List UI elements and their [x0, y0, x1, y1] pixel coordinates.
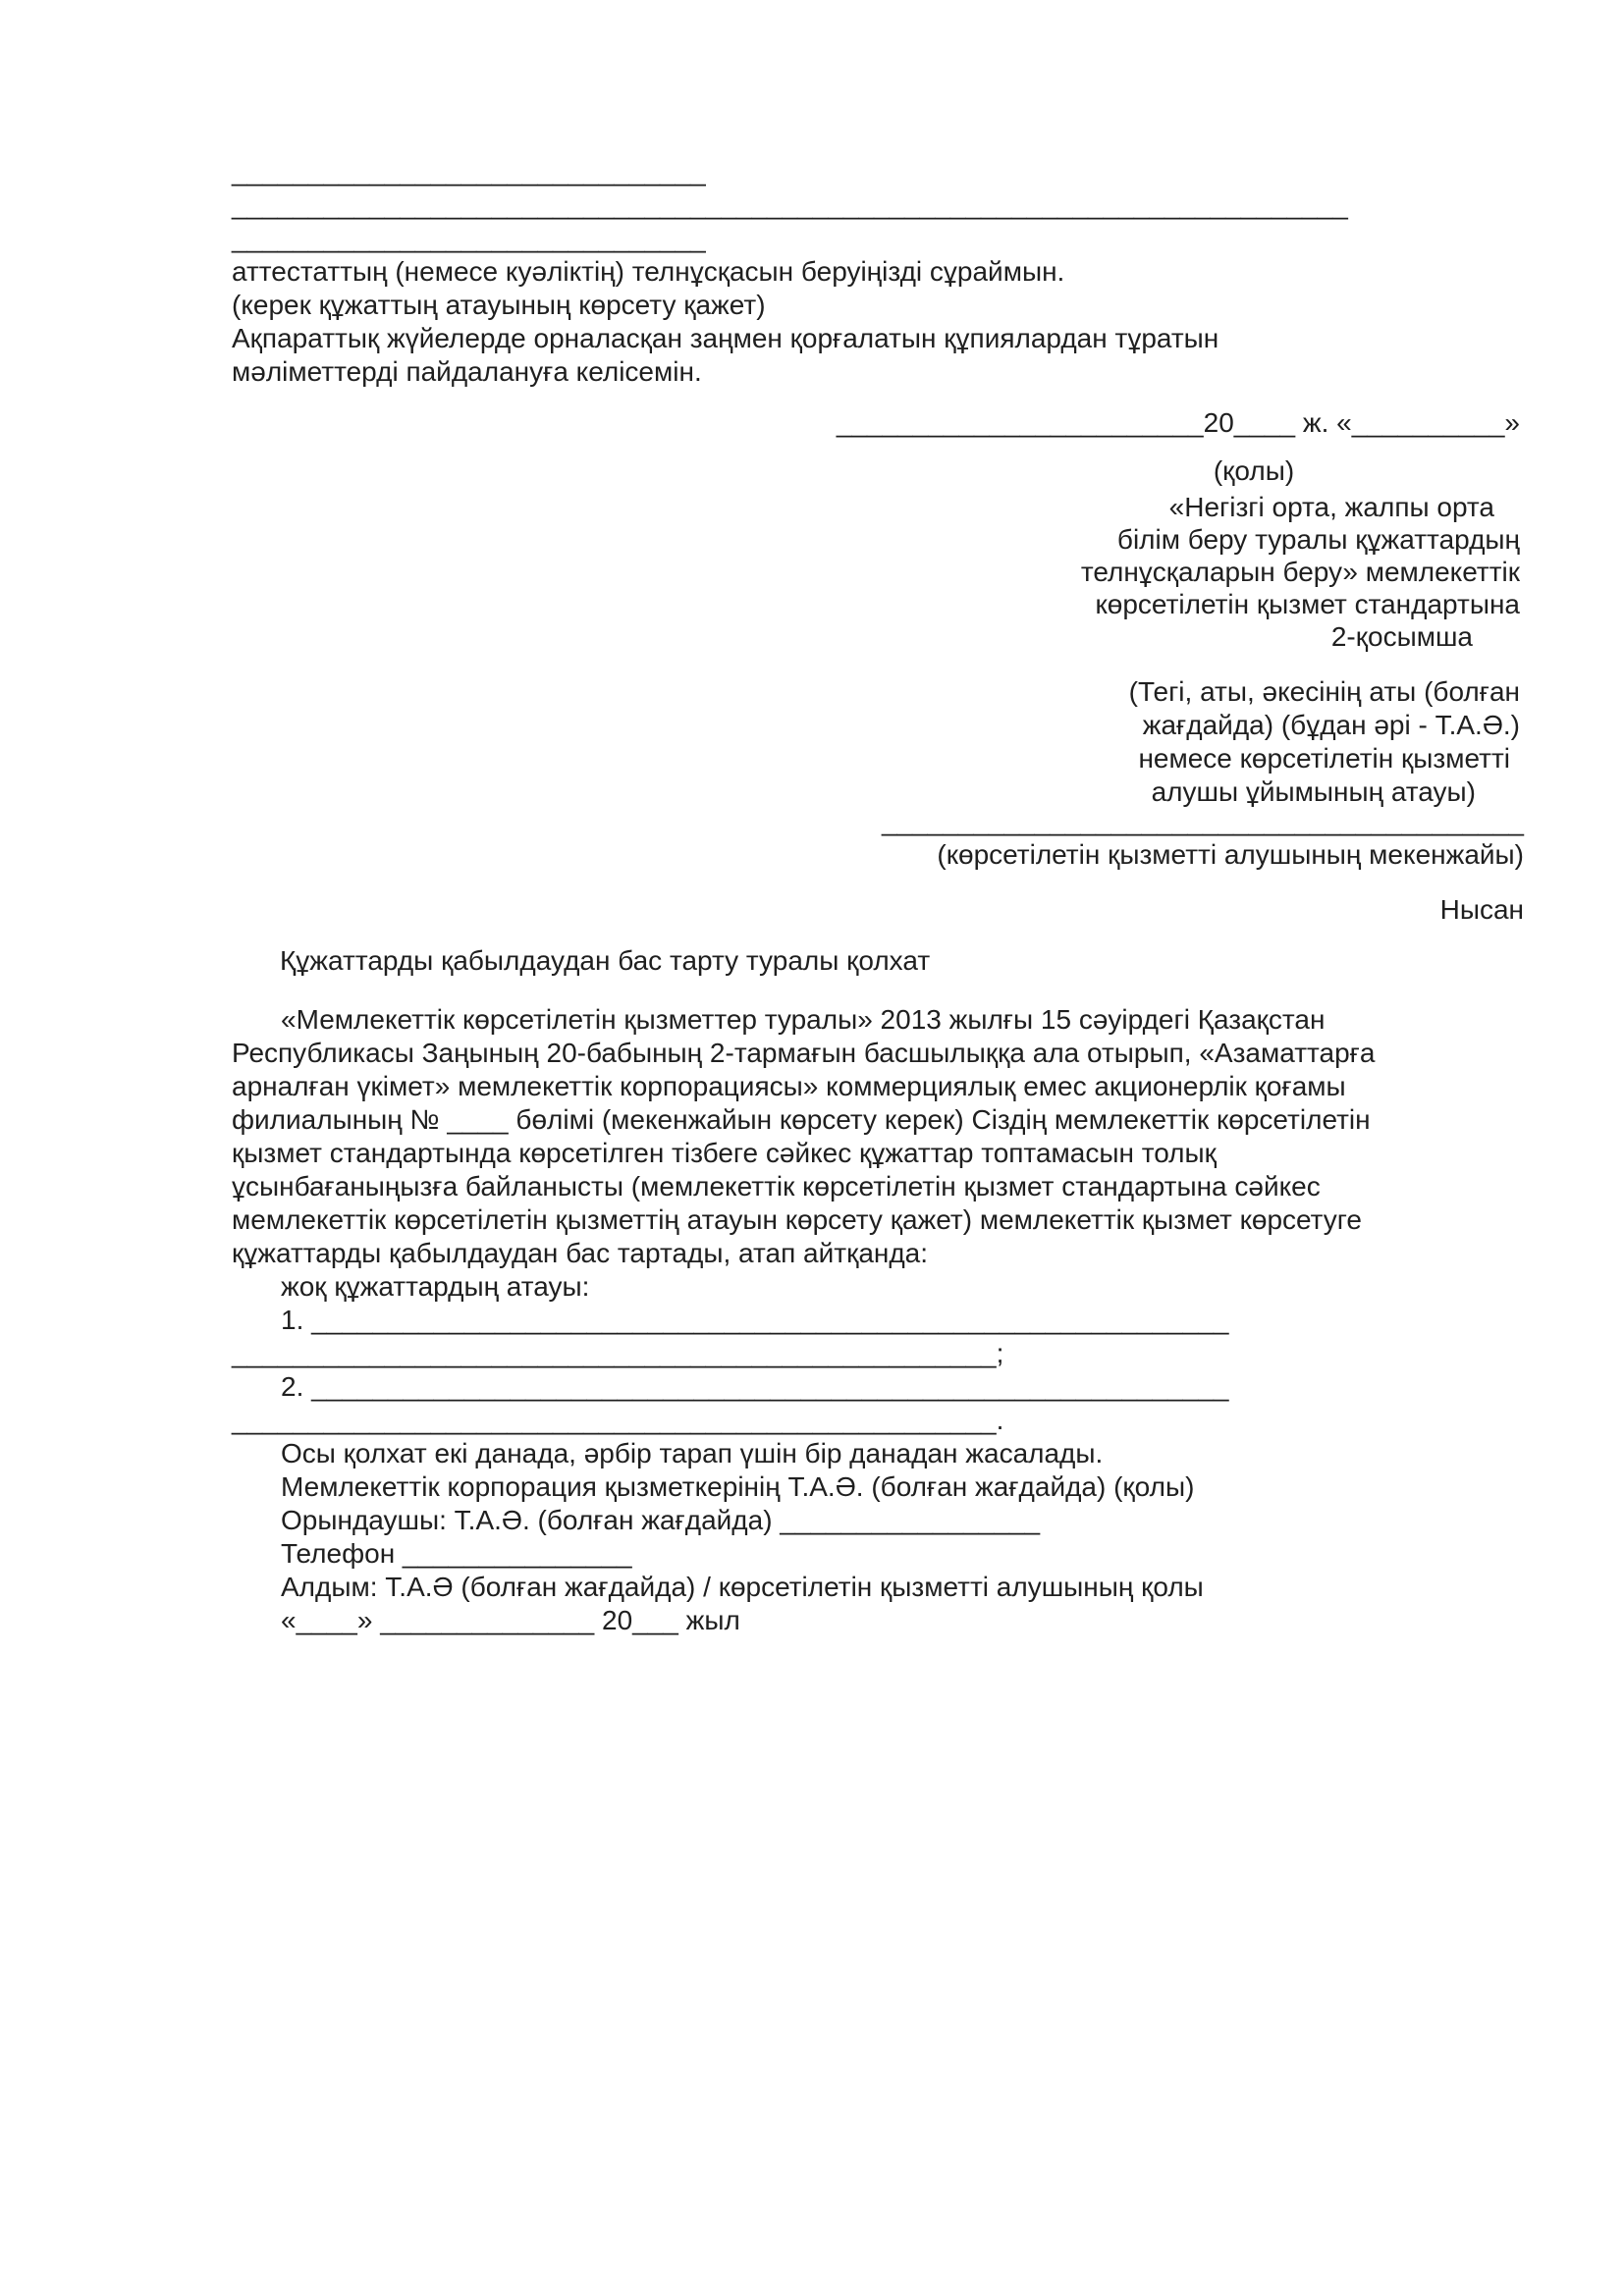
corporation-employee-line: Мемлекеттік корпорация қызметкерінің Т.А.Ә. (болған жағдайда) (қолы): [281, 1471, 1195, 1502]
applicant-name-block: [970, 675, 1520, 809]
consent-statement-line: Ақпараттық жүйелерде орналасқан заңмен қорғалатын құпиялардан тұратын: [232, 323, 1219, 353]
paragraph-line: мемлекеттік көрсетілетін қызметтің атауын көрсету қажет) мемлекеттік қызмет көрсетуге: [232, 1204, 1362, 1235]
phone-line: Телефон _______________: [281, 1538, 632, 1569]
date-signature-line: ________________________20____ ж. «__________»: [836, 407, 1520, 438]
paragraph-line-branch-number: филиалының № ____ бөлімі (мекенжайын көрсету керек) Сіздің мемлекеттік көрсетілетін: [232, 1104, 1371, 1135]
address-caption: (көрсетілетін қызметті алушының мекенжайы): [937, 839, 1524, 870]
missing-doc-item-1: 1. ____________________________________________________________: [281, 1305, 1229, 1335]
appendix-line: телнұсқаларын беру» мемлекеттік: [1080, 557, 1520, 587]
request-text-block: [232, 155, 1538, 389]
executor-line: Орындаушы: Т.А.Ә. (болған жағдайда) _________________: [281, 1505, 1041, 1535]
receipt-title: Құжаттарды қабылдаудан бас тарту туралы қолхат: [280, 945, 931, 976]
receipt-body: [232, 1003, 1538, 1637]
paragraph-line: құжаттарды қабылдаудан бас тартады, атап айтқанда:: [232, 1238, 929, 1268]
consent-statement-line: мәліметтерді пайдалануға келісемін.: [232, 356, 702, 387]
missing-doc-item-2-continuation: __________________________________________________.: [232, 1405, 1004, 1435]
address-underline: __________________________________________: [881, 806, 1524, 836]
appendix-line: «Негізгі орта, жалпы орта: [1168, 492, 1494, 522]
received-by-line: Алдым: Т.А.Ә (болған жағдайда) / көрсетілетін қызметті алушының қолы: [281, 1572, 1204, 1602]
appendix-line: білім беру туралы құжаттардың: [1116, 524, 1520, 555]
signature-caption: (қолы): [1213, 455, 1295, 486]
footer-date-line: «____» ______________ 20___ жыл: [281, 1605, 740, 1635]
appendix-number-line: 2-қосымша: [1330, 621, 1473, 652]
copies-note-line: Осы қолхат екі данада, әрбір тарап үшін бір данадан жасалады.: [281, 1438, 1104, 1468]
address-block: [837, 805, 1524, 872]
blank-underline: _______________________________: [232, 156, 706, 187]
document-name-hint-line: (керек құжаттың атауының көрсету қажет): [232, 290, 766, 320]
appendix-reference-block: [970, 491, 1520, 653]
form-label: Нысан: [1439, 894, 1524, 925]
paragraph-line: ұсынбағаныңызға байланысты (мемлекеттік көрсетілетін қызмет стандартына сәйкес: [232, 1171, 1321, 1201]
missing-docs-label: жоқ құжаттардың атауы:: [281, 1271, 590, 1302]
applicant-hint-line: (Тегі, аты, әкесінің аты (болған: [1128, 676, 1520, 707]
paragraph-line: Республикасы Заңының 20-бабының 2-тармағын басшылыққа ала отырып, «Азаматтарға: [232, 1038, 1376, 1068]
paragraph-line: қызмет стандартында көрсетілген тізбеге сәйкес құжаттар топтамасын толық: [232, 1138, 1217, 1168]
missing-doc-item-1-continuation: __________________________________________________;: [232, 1338, 1004, 1368]
applicant-hint-line: немесе көрсетілетін қызметті: [1138, 743, 1510, 774]
applicant-hint-line: алушы ұйымының атауы): [1151, 776, 1476, 807]
applicant-hint-line: жағдайда) (бұдан әрі - Т.А.Ә.): [1142, 710, 1520, 740]
paragraph-line: «Мемлекеттік көрсетілетін қызметтер туралы» 2013 жылғы 15 сәуірдегі Қазақстан: [281, 1004, 1326, 1035]
missing-doc-item-2: 2. ____________________________________________________________: [281, 1371, 1229, 1402]
request-statement-line: аттестаттың (немесе куәліктің) телнұсқасын беруіңізді сұраймын.: [232, 256, 1065, 287]
paragraph-line: арналған үкімет» мемлекеттік корпорациясы» коммерциялық емес акционерлік қоғамы: [232, 1071, 1346, 1101]
appendix-line: көрсетілетін қызмет стандартына: [1095, 589, 1520, 619]
blank-underline: _________________________________________________________________________: [232, 189, 1348, 220]
blank-underline: _______________________________: [232, 223, 706, 253]
